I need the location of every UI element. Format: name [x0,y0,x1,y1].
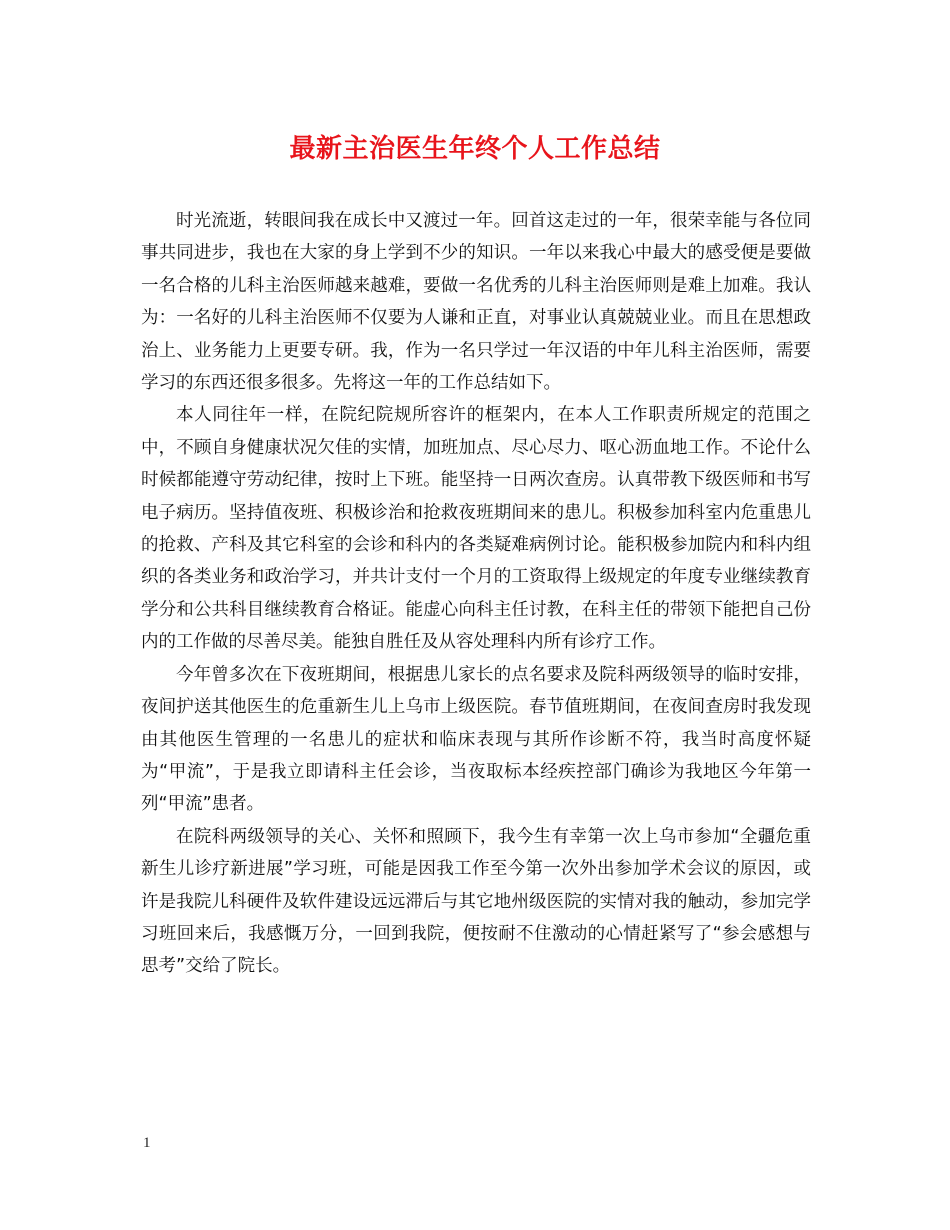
paragraph: 时光流逝，转眼间我在成长中又渡过一年。回首这走过的一年，很荣幸能与各位同事共同进步，我也在大家的身上学到不少的知识。一年以来我心中最大的感受便是要做一名合格的儿科主治医师越来越难，要做一名优秀的儿科主治医师则是难上加难。我认为：一名好的儿科主治医师不仅要为人谦和正直，对事业认真兢兢业业。而且在思想政治上、业务能力上更要专研。我，作为一名只学过一年汉语的中年儿科主治医师，需要学习的东西还很多很多。先将这一年的工作总结如下。 [141,211,811,394]
paragraph: 在院科两级领导的关心、关怀和照顾下，我今生有幸第一次上乌市参加“全疆危重新生儿诊疗新进展”学习班，可能是因我工作至今第一次外出参加学术会议的原因，或许是我院儿科硬件及软件建设远远滞后与其它地州级医院的实情对我的触动，参加完学习班回来后，我感慨万分，一回到我院，便按耐不住激动的心情赶紧写了“参会感想与思考”交给了院长。 [141,826,811,977]
page-number: 1 [143,1135,151,1151]
document-title: 最新主治医生年终个人工作总结 [289,134,661,164]
paragraph: 本人同往年一样，在院纪院规所容许的框架内，在本人工作职责所规定的范围之中，不顾自身健康状况欠佳的实情，加班加点、尽心尽力、呕心沥血地工作。不论什么时候都能遵守劳动纪律，按时上下班。能坚持一日两次查房。认真带教下级医师和书写电子病历。坚持值夜班、积极诊治和抢救夜班期间来的患儿。积极参加科室内危重患儿的抢救、产科及其它科室的会诊和科内的各类疑难病例讨论。能积极参加院内和科内组织的各类业务和政治学习，并共计支付一个月的工资取得上级规定的年度专业继续教育学分和公共科目继续教育合格证。能虚心向科主任讨教，在科主任的带领下能把自己份内的工作做的尽善尽美。能独自胜任及从容处理科内所有诊疗工作。 [141,405,811,653]
document-body [141,205,811,983]
paragraph: 今年曾多次在下夜班期间，根据患儿家长的点名要求及院科两级领导的临时安排，夜间护送其他医生的危重新生儿上乌市上级医院。春节值班期间，在夜间查房时我发现由其他医生管理的一名患儿的症状和临床表现与其所作诊断不符，我当时高度怀疑为“甲流”，于是我立即请科主任会诊，当夜取标本经疾控部门确诊为我地区今年第一列“甲流”患者。 [141,664,811,815]
